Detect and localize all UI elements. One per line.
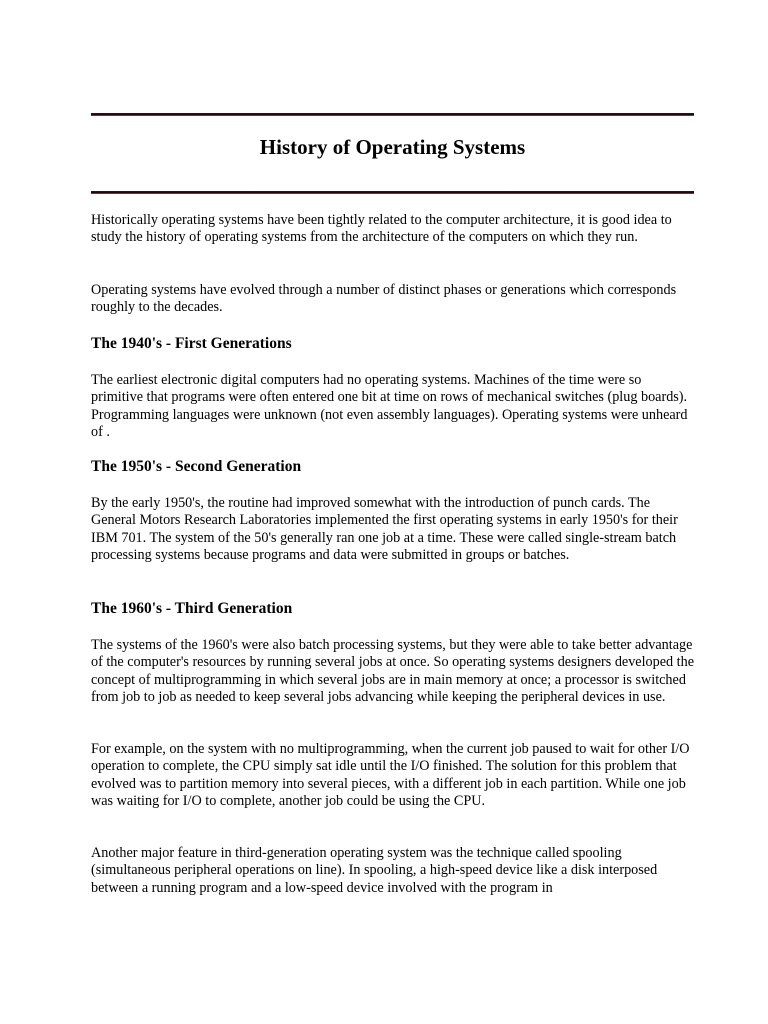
page-title: History of Operating Systems [259, 135, 526, 159]
section-paragraph: By the early 1950's, the routine had improved somewhat with the introduction of punch cards. The General Motors Research Laboratories implemented the first operating systems in early 1950's for their IBM 701. The system of the 50's generally ran one job at a time. These were called single-stream batch processing systems because programs and data were submitted in groups or batches. [91, 495, 678, 563]
bottom-divider [91, 191, 694, 194]
intro-paragraph: Historically operating systems have been tightly related to the computer architecture, it is good idea to study the history of operating systems from the architecture of the computers on which they run. [91, 212, 672, 246]
section-paragraph: The earliest electronic digital computers had no operating systems. Machines of the time were so primitive that programs were often entered one bit at time on rows of mechanical switches (plug boards). Programming languages were unknown (not even assembly languages). Operating systems were unheard of . [91, 372, 688, 440]
section-heading-1950s: The 1950's - Second Generation [91, 458, 302, 475]
section-paragraph: For example, on the system with no multiprogramming, when the current job paused to wait for other I/O operation to complete, the CPU simply sat idle until the I/O finished. The solution for this problem that evolved was to partition memory into several pieces, with a different job in each partition. While one job was waiting for I/O to complete, another job could be using the CPU. [91, 741, 690, 809]
section-paragraph: Another major feature in third-generation operating system was the technique called spooling (simultaneous peripheral operations on line). In spooling, a high-speed device like a disk interposed between a running program and a low-speed device involved with the program in [91, 845, 658, 896]
section-heading-1940s: The 1940's - First Generations [91, 335, 292, 352]
top-divider [91, 113, 694, 116]
section-heading-1960s: The 1960's - Third Generation [91, 600, 293, 617]
intro-paragraph: Operating systems have evolved through a number of distinct phases or generations which corresponds roughly to the decades. [91, 282, 677, 316]
section-paragraph: The systems of the 1960's were also batch processing systems, but they were able to take better advantage of the computer's resources by running several jobs at once. So operating systems designers developed the concept of multiprogramming in which several jobs are in main memory at once; a processor is switched from job to job as needed to keep several jobs advancing while keeping the peripheral devices in use. [91, 637, 695, 705]
